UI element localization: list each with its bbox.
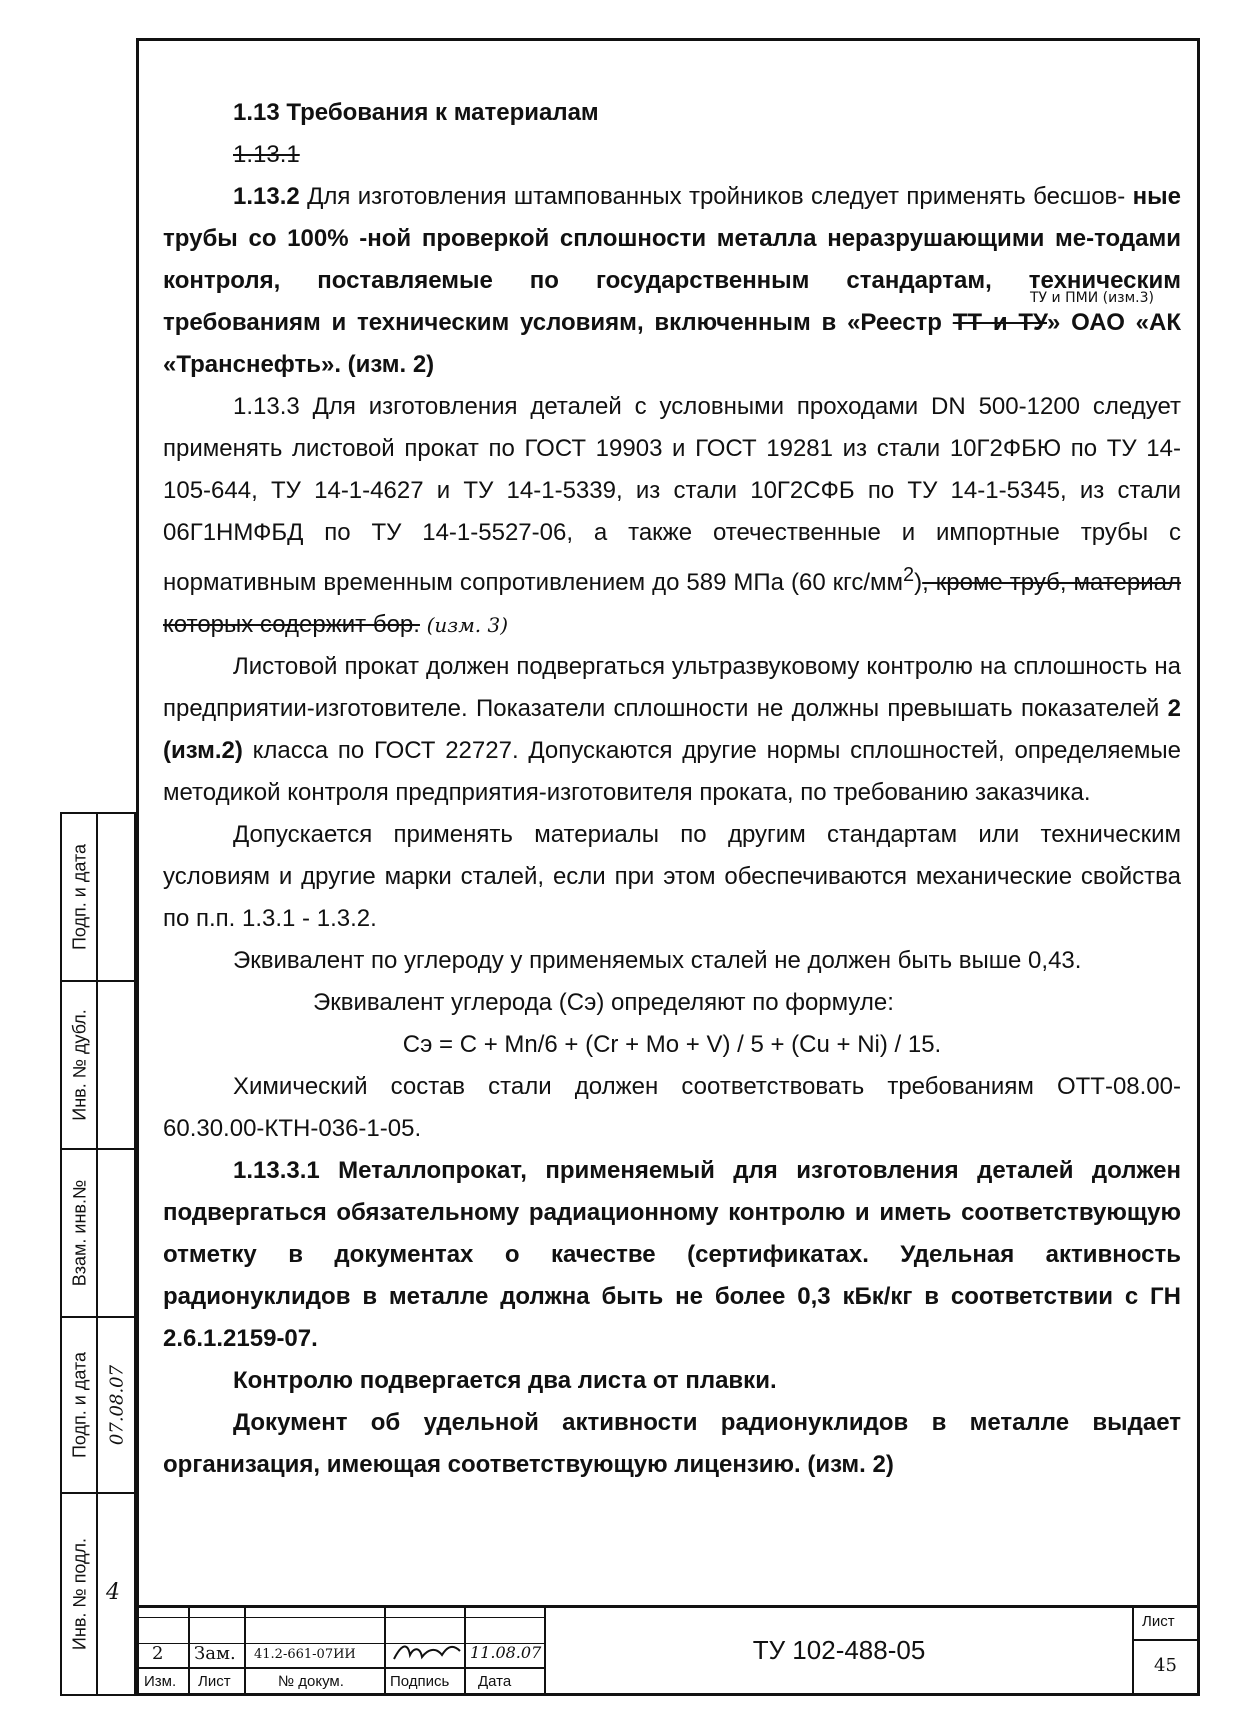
sidebar-inv-dubl: Инв. № дубл. bbox=[62, 982, 134, 1150]
sidebar-stamp bbox=[60, 812, 136, 1696]
stamp-doc-value: 41.2-661-07ИИ bbox=[254, 1647, 356, 1662]
paragraph-formula-intro: Эквивалент углерода (Сэ) определяют по формуле: bbox=[313, 989, 894, 1016]
paragraph-chemical: Химический состав стали должен соответствовать требованиям ОТТ-08.00-60.30.00-КТН-036-1-05. bbox=[163, 1073, 1181, 1142]
paragraph-1-13-3: 1.13.3 Для изготовления деталей с условными проходами DN 500-1200 следует применять листовой прокат по ГОСТ 19903 и ГОСТ 19281 из стали 10Г2ФБЮ по ТУ 14-105-644, ТУ 14-1-4627 и ТУ 14-1-5339, из стали 10Г2СФБ по ТУ 14-1-5345, из стали 06Г1НМФБД по ТУ 14-1-5527-06, а также отечественные и импортные трубы с нормативным временным сопротивлением до 589 МПа (60 кгс/$мм^2$), кроме труб, материал которых содержит бор. (изм. 3) bbox=[163, 393, 1182, 638]
handwritten-change-note: (изм. 3) bbox=[426, 613, 509, 637]
stamp-header-date: Дата bbox=[478, 1673, 512, 1690]
paragraph-control: Контролю подвергается два листа от плавки. bbox=[233, 1367, 777, 1394]
document-code: ТУ 102-488-05 bbox=[752, 1635, 926, 1665]
paragraph-sheet-ultrasonic: Листовой прокат должен подвергаться ультразвуковому контролю на сплошность на предприятии-изготовителе. Показатели сплошности не должны превышать показателей 2 (изм.2) класса по ГОСТ 22727. Допускаются другие нормы сплошностей, определяемые методикой контроля предприятия-изготовителя проката, по требованию заказчика. bbox=[163, 653, 1182, 806]
sidebar-podp-data-bottom: Подп. и дата 07.08.07 bbox=[62, 1318, 134, 1494]
stamp-header-doc: № докум. bbox=[278, 1673, 344, 1690]
stamp-date-value: 11.08.07 bbox=[470, 1643, 542, 1662]
struck-item-1-13-1: 1.13.1 bbox=[233, 141, 300, 168]
sidebar-podp-data-top: Подп. и дата bbox=[62, 814, 134, 982]
stamp-header-list: Лист bbox=[198, 1673, 231, 1690]
sidebar-inv-podl: Инв. № подл. 4 bbox=[62, 1494, 134, 1694]
handwritten-registry-note: ТУ и ПМИ (изм.3) bbox=[1030, 290, 1154, 306]
title-block bbox=[136, 1605, 1200, 1696]
paragraph-1-13-3-1: 1.13.3.1 Металлопрокат, применяемый для изготовления деталей должен подвергаться обязательному радиационному контролю и иметь соответствующую отметку в документах о качестве (сертификатах. Удельная активность радионуклидов в металле должна быть не более 0,3 кБк/кг в соответствии с ГН 2.6.1.2159-07. bbox=[163, 1157, 1181, 1352]
paragraph-document: Документ об удельной активности радионуклидов в металле выдает организация, имеющая соответствующую лицензию. (изм. 2) bbox=[163, 1409, 1181, 1478]
sheet-label: Лист bbox=[1142, 1613, 1175, 1630]
handwritten-inv-number: 4 bbox=[106, 1580, 120, 1605]
sidebar-vzam-inv: Взам. инв.№ bbox=[62, 1150, 134, 1318]
sheet-number: 45 bbox=[1154, 1655, 1177, 1676]
handwritten-date: 07.08.07 bbox=[106, 1364, 128, 1446]
paragraph-1-13-2: 1.13.2 Для изготовления штампованных тройников следует применять бесшов- ные трубы со 100% -ной проверкой сплошности металла неразрушающими ме-тодами контроля, поставляемые по государственным стандартам, техническим требованиям и техническим условиям, включенным в «Реестр ТТ и ТУ» ОАО «АК «Транснефть». (изм. 2) bbox=[163, 183, 1182, 378]
document-body bbox=[163, 92, 1181, 1486]
struck-boron-clause: , кроме труб, материал которых содержит бор. bbox=[163, 569, 1182, 638]
formula: Сэ = С + Mn/6 + (Cr + Mo + V) / 5 + (Cu + Ni) / 15. bbox=[402, 1031, 942, 1058]
stamp-izm-value: 2 bbox=[152, 1643, 164, 1664]
stamp-header-izm: Изм. bbox=[144, 1673, 177, 1690]
signature-image bbox=[392, 1641, 462, 1665]
section-heading: 1.13 Требования к материалам bbox=[233, 99, 599, 126]
stamp-signature bbox=[392, 1641, 462, 1669]
struck-registry: ТТ и ТУ bbox=[952, 309, 1048, 336]
stamp-list-value: Зам. bbox=[194, 1643, 236, 1664]
paragraph-allow-materials: Допускается применять материалы по другим стандартам или техническим условиям и другие марки сталей, если при этом обеспечиваются механические свойства по п.п. 1.3.1 - 1.3.2. bbox=[163, 821, 1181, 932]
paragraph-carbon-equivalent: Эквивалент по углероду у применяемых сталей не должен быть выше 0,43. bbox=[233, 947, 1082, 974]
stamp-header-sign: Подпись bbox=[390, 1673, 450, 1690]
